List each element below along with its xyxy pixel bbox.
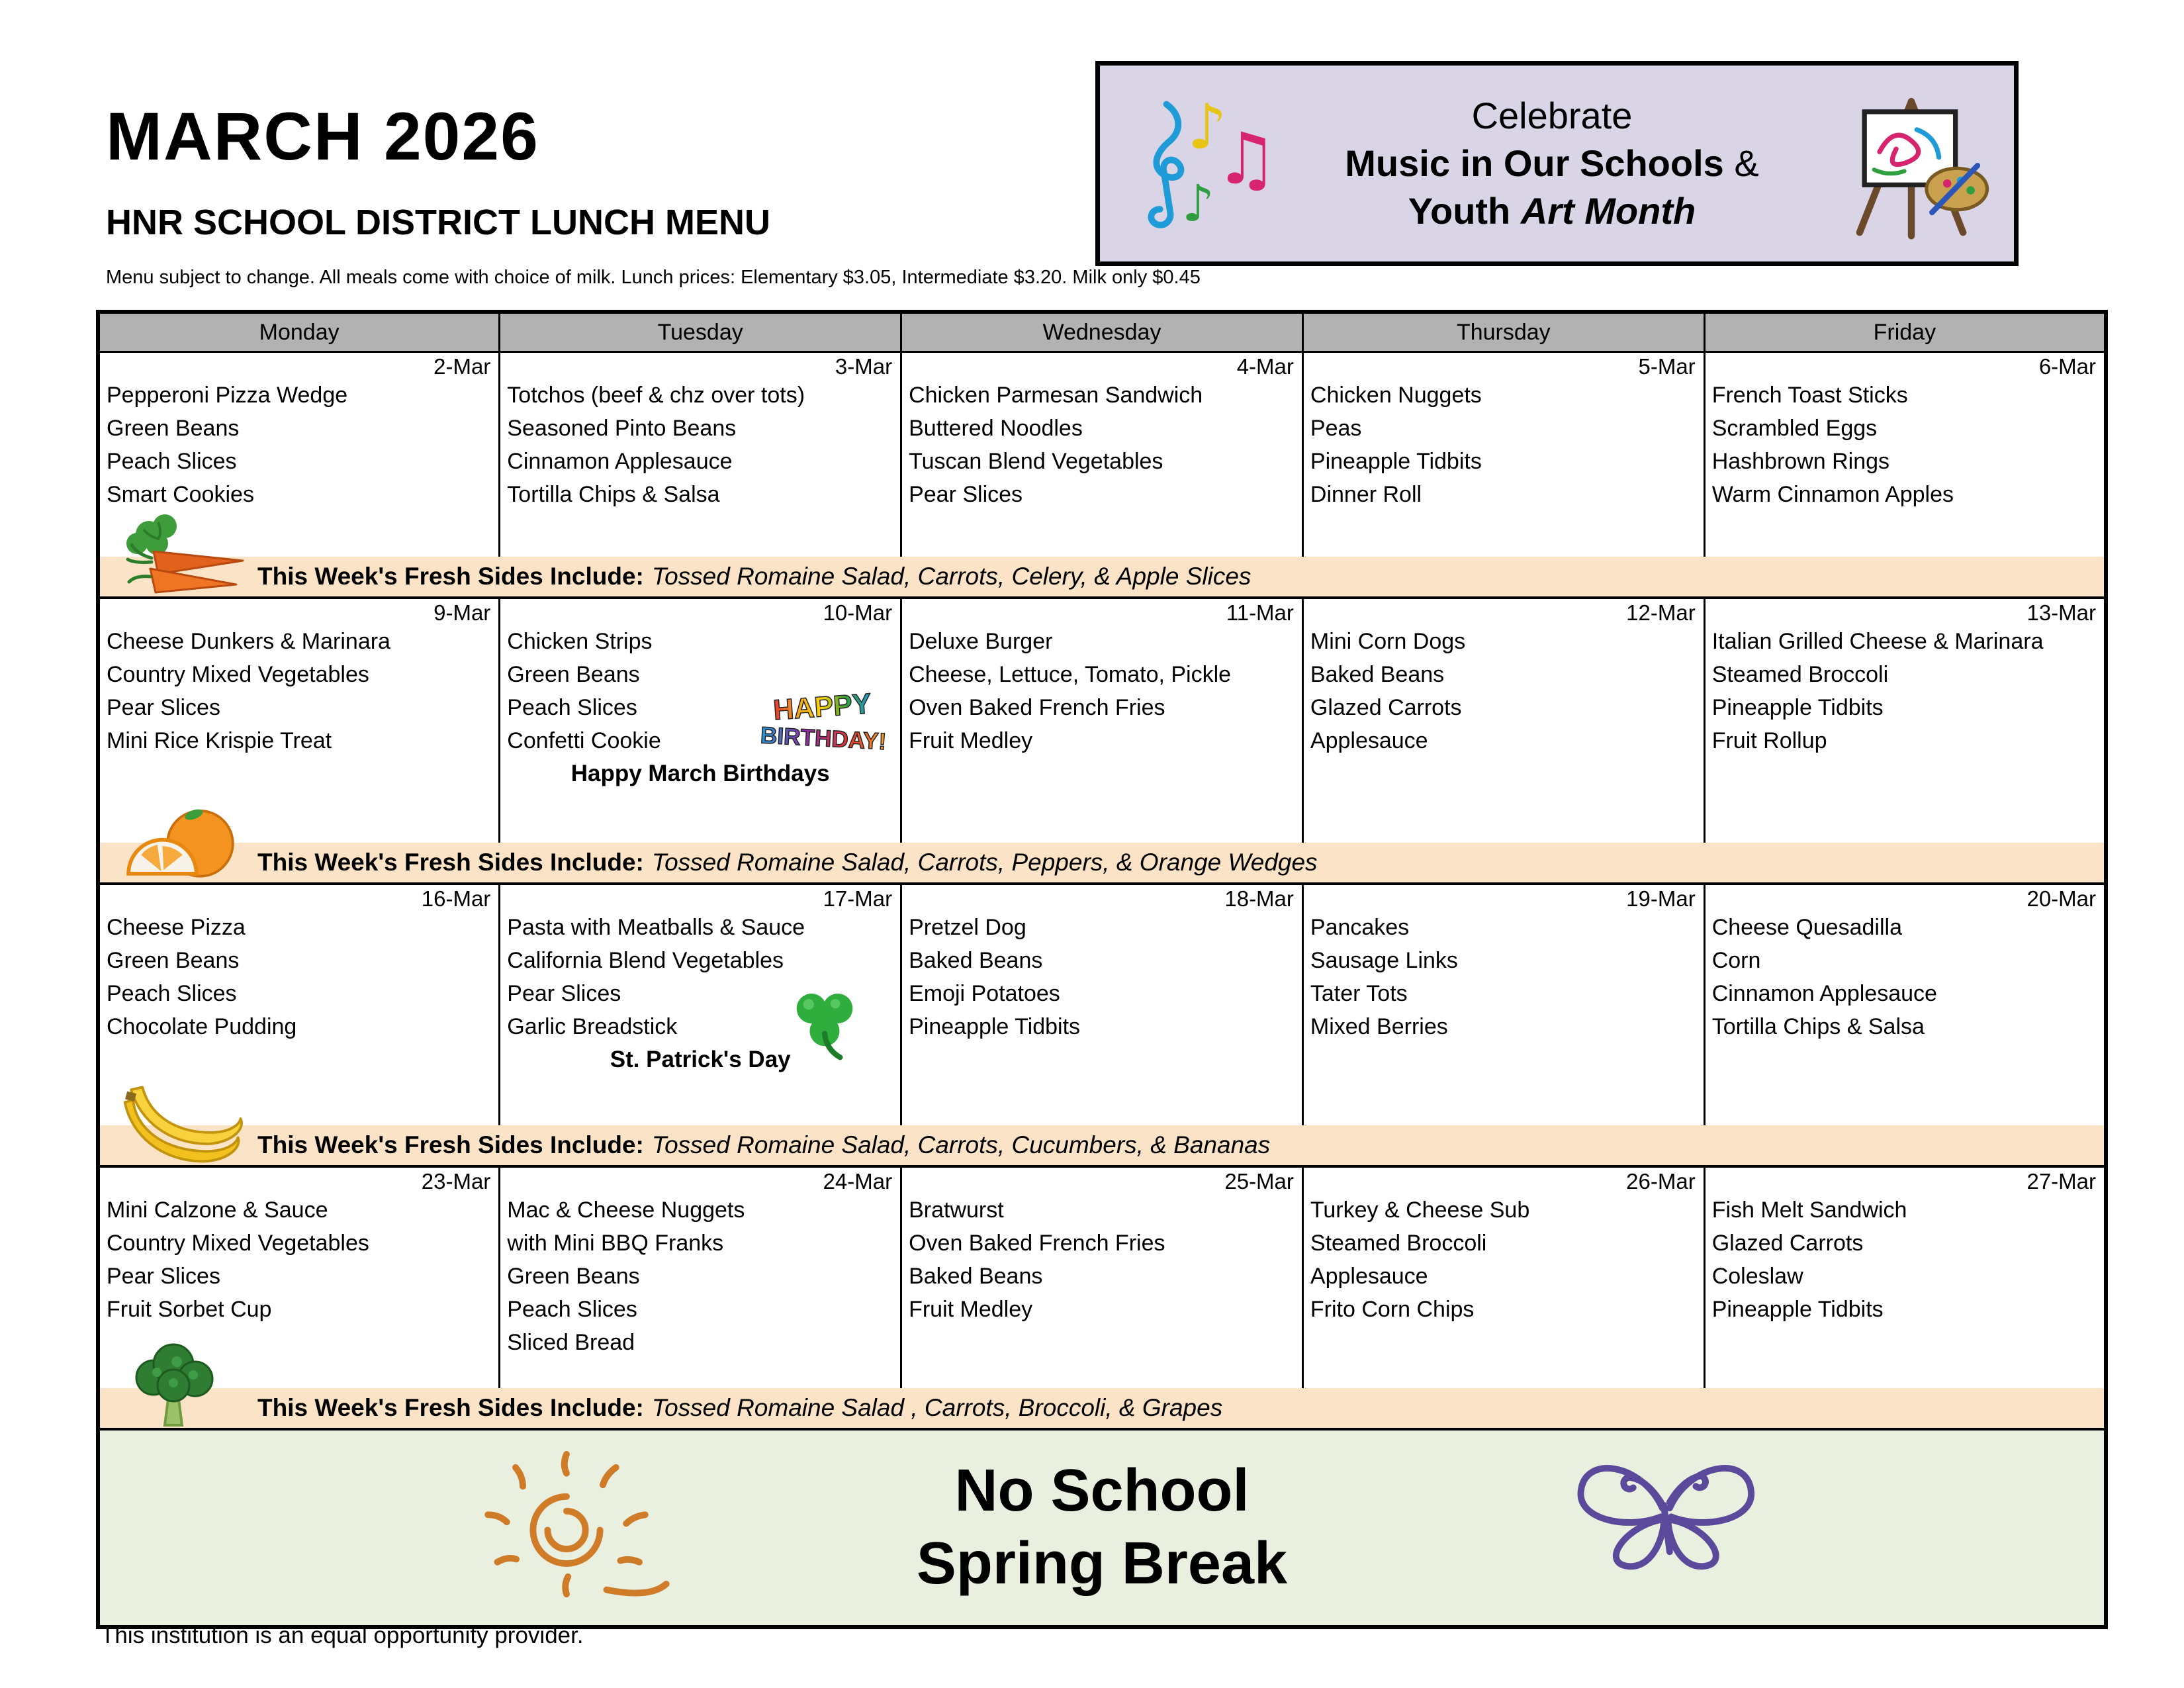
menu-item: French Toast Sticks — [1711, 383, 1908, 408]
menu-item: Italian Grilled Cheese & Marinara — [1711, 629, 2044, 654]
menu-item: Pineapple Tidbits — [909, 1013, 1081, 1039]
menu-item: Emoji Potatoes — [909, 980, 1060, 1006]
banner-line2: Music in Our Schools & — [1345, 142, 1759, 185]
week-row — [98, 352, 2106, 557]
day-note: St. Patrick's Day — [610, 1046, 791, 1072]
menu-item: Mini Corn Dogs — [1310, 629, 1466, 654]
menu-item: Baked Beans — [909, 1263, 1043, 1289]
banner-line1: Celebrate — [1471, 95, 1633, 137]
art-easel-icon — [1829, 84, 1994, 243]
day-cell — [500, 884, 901, 1125]
menu-item: Turkey & Cheese Sub — [1310, 1197, 1530, 1223]
menu-item: Mini Rice Krispie Treat — [107, 727, 332, 753]
footer-note: This institution is an equal opportunity provider. — [101, 1622, 584, 1648]
menu-item: Coleslaw — [1711, 1263, 1803, 1289]
date-label: 11-Mar — [1226, 600, 1294, 625]
day-cell — [901, 352, 1303, 557]
no-school-line1: No School — [954, 1458, 1250, 1524]
menu-item: Cinnamon Applesauce — [507, 448, 733, 474]
menu-item: Chicken Strips — [507, 629, 653, 654]
menu-item: Peach Slices — [507, 1296, 637, 1322]
menu-item: Chicken Nuggets — [1310, 383, 1482, 408]
menu-item: Pineapple Tidbits — [1310, 448, 1482, 474]
day-cell — [901, 598, 1303, 843]
happy-birthday-icon — [749, 690, 897, 755]
day-cell — [1302, 884, 1704, 1125]
celebrate-banner — [1095, 61, 2019, 266]
menu-item: Oven Baked French Fries — [909, 1230, 1165, 1256]
date-label: 4-Mar — [1236, 354, 1294, 379]
menu-item: Oven Baked French Fries — [909, 694, 1165, 720]
menu-item: Fruit Rollup — [1711, 727, 1827, 753]
sun-icon — [457, 1440, 676, 1615]
district-subtitle: HNR SCHOOL DISTRICT LUNCH MENU — [106, 203, 770, 242]
day-cell — [901, 1166, 1303, 1388]
header-titles — [106, 98, 1201, 289]
menu-item: Mac & Cheese Nuggets — [507, 1197, 745, 1223]
day-header: Tuesday — [500, 312, 901, 352]
menu-item: Chicken Parmesan Sandwich — [909, 383, 1203, 408]
menu-item: Sausage Links — [1310, 947, 1458, 973]
menu-item: California Blend Vegetables — [507, 947, 784, 973]
fresh-sides-label: This Week's Fresh Sides Include: — [257, 1131, 644, 1158]
day-header-row — [98, 312, 2106, 352]
fresh-sides-row — [98, 557, 2106, 598]
week-row — [98, 1166, 2106, 1388]
menu-item: Mini Calzone & Sauce — [107, 1197, 328, 1223]
menu-item: Pepperoni Pizza Wedge — [107, 383, 348, 408]
menu-item: Tuscan Blend Vegetables — [909, 448, 1163, 474]
day-cell — [1302, 598, 1704, 843]
date-label: 10-Mar — [823, 600, 893, 625]
day-header: Friday — [1704, 312, 2106, 352]
menu-item: Fruit Medley — [909, 727, 1033, 753]
menu-item: Peach Slices — [107, 980, 237, 1006]
date-label: 24-Mar — [823, 1169, 893, 1194]
menu-item: Glazed Carrots — [1711, 1230, 1864, 1256]
banner-text — [1275, 92, 1829, 234]
date-label: 5-Mar — [1638, 354, 1696, 379]
day-cell — [1704, 352, 2106, 557]
menu-item: Pancakes — [1310, 915, 1410, 940]
no-school-row — [98, 1429, 2106, 1627]
fresh-sides-band — [98, 557, 2106, 598]
menu-item: Sliced Bread — [507, 1329, 635, 1355]
fresh-sides-label: This Week's Fresh Sides Include: — [257, 1394, 644, 1421]
shamrock-icon — [789, 984, 860, 1062]
date-label: 26-Mar — [1626, 1169, 1696, 1194]
menu-item: Green Beans — [507, 661, 640, 687]
svg-text:HAPPY: HAPPY — [772, 690, 873, 727]
fresh-sides-text: Tossed Romaine Salad , Carrots, Broccoli, & Grapes — [651, 1394, 1223, 1421]
menu-item: Pear Slices — [107, 694, 220, 720]
menu-item: Tortilla Chips & Salsa — [507, 481, 720, 507]
fresh-sides-row — [98, 1388, 2106, 1429]
day-cell — [500, 1166, 901, 1388]
menu-item: Dinner Roll — [1310, 481, 1422, 507]
date-label: 17-Mar — [823, 886, 893, 911]
no-school-text — [101, 1455, 2103, 1601]
menu-item: Pear Slices — [507, 980, 621, 1006]
menu-item: Deluxe Burger — [909, 629, 1053, 654]
orange-icon — [117, 797, 243, 885]
fresh-sides-band — [98, 1125, 2106, 1166]
fresh-sides-band — [98, 1388, 2106, 1429]
day-cell — [500, 598, 901, 843]
menu-disclaimer: Menu subject to change. All meals come with choice of milk. Lunch prices: Elementary $3.05, Intermediate $3.20. Milk only $0.45 — [106, 267, 1201, 288]
day-header: Wednesday — [901, 312, 1303, 352]
menu-item: Cheese Pizza — [107, 915, 246, 940]
menu-item: Pasta with Meatballs & Sauce — [507, 915, 805, 940]
menu-item: Fruit Medley — [909, 1296, 1033, 1322]
day-header: Thursday — [1302, 312, 1704, 352]
menu-item: Pretzel Dog — [909, 915, 1026, 940]
lunch-menu-calendar — [96, 310, 2108, 1629]
menu-item: Fruit Sorbet Cup — [107, 1296, 272, 1322]
menu-item: Warm Cinnamon Apples — [1711, 481, 1954, 507]
date-label: 19-Mar — [1626, 886, 1696, 911]
menu-item: Green Beans — [107, 415, 240, 441]
day-cell — [1302, 352, 1704, 557]
svg-text:BIRTHDAY!: BIRTHDAY! — [760, 722, 887, 755]
menu-item: with Mini BBQ Franks — [507, 1230, 724, 1256]
day-cell — [1704, 598, 2106, 843]
menu-item: Green Beans — [507, 1263, 640, 1289]
date-label: 2-Mar — [433, 354, 491, 379]
menu-item: Scrambled Eggs — [1711, 415, 1878, 441]
menu-item: Chocolate Pudding — [107, 1013, 297, 1039]
day-header: Monday — [98, 312, 500, 352]
day-note: Happy March Birthdays — [570, 760, 830, 786]
date-label: 6-Mar — [2038, 354, 2096, 379]
menu-item: Steamed Broccoli — [1310, 1230, 1487, 1256]
date-label: 20-Mar — [2026, 886, 2096, 911]
menu-item: Cheese Dunkers & Marinara — [107, 629, 390, 654]
date-label: 18-Mar — [1224, 886, 1294, 911]
menu-item: Pineapple Tidbits — [1711, 694, 1884, 720]
menu-item: Buttered Noodles — [909, 415, 1083, 441]
menu-item: Green Beans — [107, 947, 240, 973]
day-cell — [901, 884, 1303, 1125]
menu-item: Country Mixed Vegetables — [107, 1230, 369, 1256]
date-label: 3-Mar — [835, 354, 893, 379]
banner-line3: Youth Art Month — [1408, 189, 1696, 232]
menu-item: Cheese Quesadilla — [1711, 915, 1902, 940]
menu-item: Smart Cookies — [107, 481, 254, 507]
date-label: 25-Mar — [1224, 1169, 1294, 1194]
menu-item: Cheese, Lettuce, Tomato, Pickle — [909, 661, 1232, 687]
menu-item: Baked Beans — [1310, 661, 1445, 687]
date-label: 9-Mar — [433, 600, 491, 625]
menu-item: Applesauce — [1310, 727, 1428, 753]
fresh-sides-text: Tossed Romaine Salad, Carrots, Cucumbers, & Bananas — [651, 1131, 1271, 1158]
menu-item: Peach Slices — [507, 694, 637, 720]
fresh-sides-text: Tossed Romaine Salad, Carrots, Peppers, & Orange Wedges — [651, 849, 1318, 876]
week-row — [98, 598, 2106, 843]
banana-icon — [117, 1080, 250, 1168]
music-notes-icon — [1120, 86, 1275, 242]
menu-item: Confetti Cookie — [507, 727, 661, 753]
menu-item: Frito Corn Chips — [1310, 1296, 1475, 1322]
menu-item: Garlic Breadstick — [507, 1013, 678, 1039]
fresh-sides-row — [98, 1125, 2106, 1166]
date-label: 27-Mar — [2026, 1169, 2096, 1194]
day-cell — [500, 352, 901, 557]
menu-item: Pineapple Tidbits — [1711, 1296, 1884, 1322]
menu-item: Peach Slices — [107, 448, 237, 474]
no-school-line2: Spring Break — [916, 1530, 1288, 1597]
menu-item: Pear Slices — [107, 1263, 220, 1289]
date-label: 12-Mar — [1626, 600, 1696, 625]
fresh-sides-band — [98, 843, 2106, 884]
date-label: 23-Mar — [421, 1169, 491, 1194]
day-cell — [1704, 884, 2106, 1125]
menu-item: Steamed Broccoli — [1711, 661, 1889, 687]
menu-item: Tater Tots — [1310, 980, 1408, 1006]
menu-item: Country Mixed Vegetables — [107, 661, 369, 687]
menu-item: Hashbrown Rings — [1711, 448, 1890, 474]
carrots-icon — [117, 500, 250, 599]
menu-item: Fish Melt Sandwich — [1711, 1197, 1907, 1223]
menu-item: Applesauce — [1310, 1263, 1428, 1289]
menu-item: Corn — [1711, 947, 1761, 973]
svg-text:♫: ♫ — [1214, 117, 1275, 201]
menu-item: Totchos (beef & chz over tots) — [507, 383, 805, 408]
day-cell — [1704, 1166, 2106, 1388]
no-school-banner — [98, 1429, 2106, 1627]
fresh-sides-text: Tossed Romaine Salad, Carrots, Celery, & Apple Slices — [651, 563, 1251, 590]
menu-item: Peas — [1310, 415, 1362, 441]
fresh-sides-row — [98, 843, 2106, 884]
menu-item: Bratwurst — [909, 1197, 1004, 1223]
date-label: 16-Mar — [421, 886, 491, 911]
menu-item: Pear Slices — [909, 481, 1023, 507]
month-title: MARCH 2026 — [106, 99, 539, 174]
butterfly-icon — [1555, 1441, 1773, 1601]
fresh-sides-label: This Week's Fresh Sides Include: — [257, 849, 644, 876]
menu-item: Mixed Berries — [1310, 1013, 1448, 1039]
menu-item: Cinnamon Applesauce — [1711, 980, 1937, 1006]
broccoli-icon — [117, 1331, 230, 1430]
svg-text:♪: ♪ — [1187, 91, 1227, 164]
week-row — [98, 884, 2106, 1125]
fresh-sides-label: This Week's Fresh Sides Include: — [257, 563, 644, 590]
menu-item: Glazed Carrots — [1310, 694, 1462, 720]
date-label: 13-Mar — [2026, 600, 2096, 625]
day-cell — [1302, 1166, 1704, 1388]
menu-item: Baked Beans — [909, 947, 1043, 973]
menu-item: Tortilla Chips & Salsa — [1711, 1013, 1925, 1039]
svg-text:♪: ♪ — [1182, 174, 1214, 234]
menu-item: Seasoned Pinto Beans — [507, 415, 737, 441]
